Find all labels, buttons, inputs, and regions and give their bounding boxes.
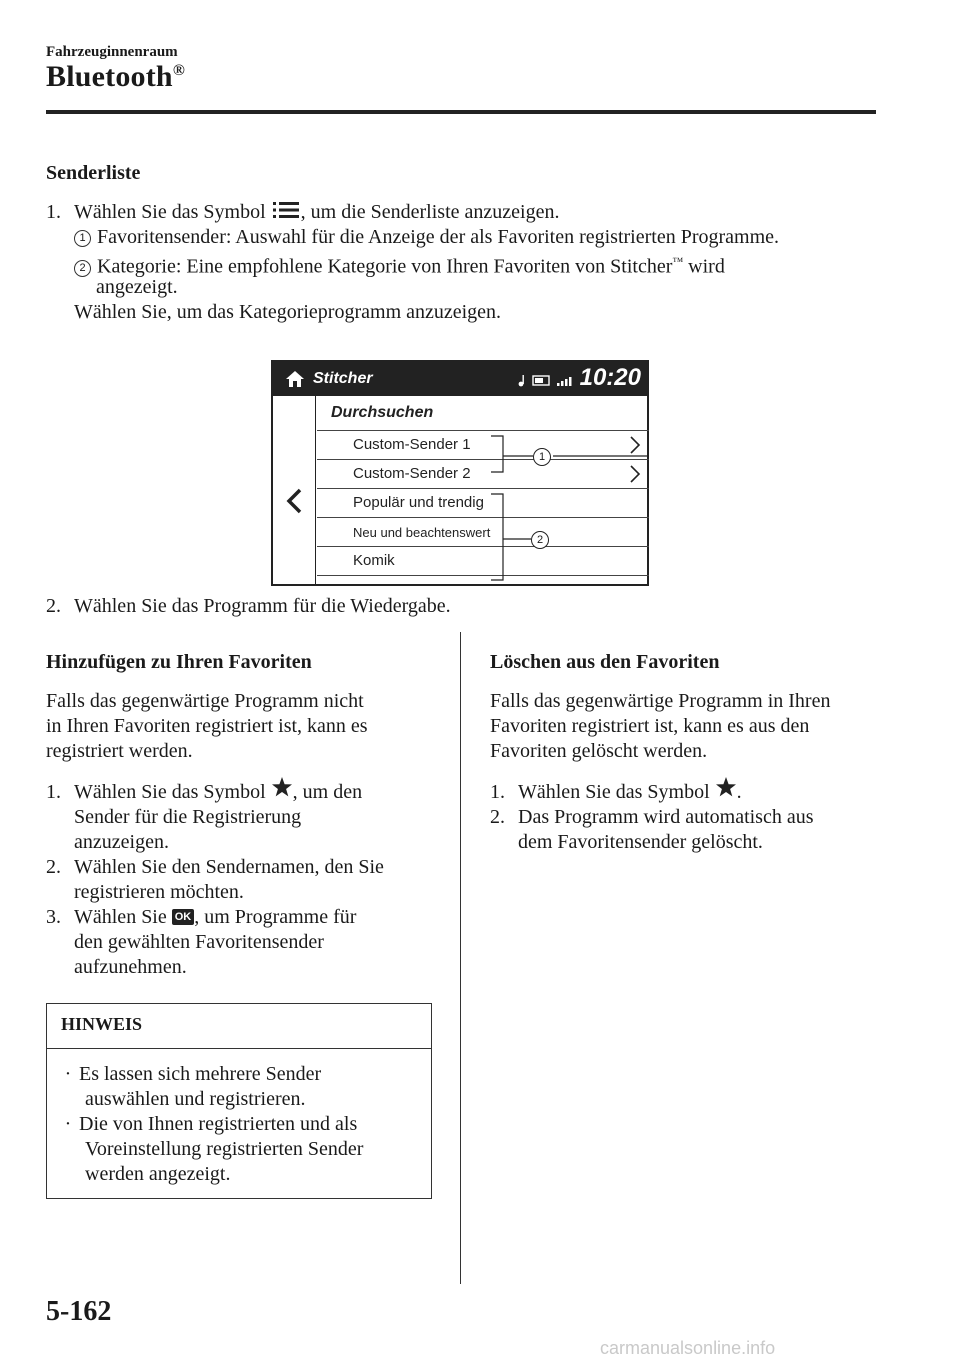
page-title — [46, 60, 185, 94]
loeschen-intro — [490, 689, 830, 764]
hinweis-bullets — [57, 1062, 363, 1187]
screen-app-name: Stitcher — [313, 370, 373, 387]
page-title-text: Bluetooth — [46, 60, 173, 93]
step-text: registrieren möchten. — [74, 881, 244, 903]
bullet-text: werden angezeigt. — [85, 1163, 231, 1185]
list-icon — [271, 200, 301, 220]
hinzufuegen-steps — [46, 776, 384, 980]
step-text: , um Programme für — [194, 906, 357, 928]
bullet-text: Es lassen sich mehrere Sender — [79, 1063, 322, 1085]
step-number: 2. — [490, 806, 505, 828]
step-text: Wählen Sie das Symbol — [74, 201, 266, 223]
step-number: 1. — [490, 781, 505, 803]
row-label: Custom-Sender 1 — [353, 436, 471, 453]
bullet-text: Die von Ihnen registrierten und als — [79, 1113, 358, 1135]
bullet-text: auswählen und registrieren. — [85, 1088, 306, 1110]
senderliste-item-1 — [74, 225, 779, 250]
step-text: Wählen Sie das Symbol — [518, 781, 710, 803]
step-text: Das Programm wird automatisch aus — [518, 806, 814, 828]
senderliste-step-2 — [46, 594, 451, 619]
text-line: Falls das gegenwärtige Programm in Ihren — [490, 690, 831, 712]
callout-marker: 1 — [74, 230, 91, 247]
screen-heading: Durchsuchen — [331, 404, 434, 421]
page-number: 5-162 — [46, 1296, 112, 1327]
title-rule — [46, 110, 876, 114]
step-text: Sender für die Registrierung — [74, 806, 302, 828]
step-number: 3. — [46, 906, 61, 928]
loeschen-heading: Löschen aus den Favoriten — [490, 651, 720, 673]
star-icon — [271, 776, 293, 798]
senderliste-step-1 — [46, 200, 559, 225]
stitcher-screen — [271, 360, 649, 586]
senderliste-item-2-cont: angezeigt. — [96, 276, 178, 298]
hinweis-box — [46, 1003, 432, 1199]
watermark: carmanualsonline.info — [600, 1338, 776, 1358]
star-icon — [715, 776, 737, 798]
senderliste-item-2-note: Wählen Sie, um das Kategorieprogramm anzuzeigen. — [74, 301, 502, 323]
text-line: in Ihren Favoriten registriert ist, kann es — [46, 715, 368, 737]
row-label: Populär und trendig — [353, 494, 484, 511]
step-number: 1. — [46, 781, 61, 803]
step-text: Wählen Sie das Symbol — [74, 781, 266, 803]
step-text: . — [736, 781, 742, 803]
callout-1: 1 — [533, 448, 551, 466]
item-text: wird — [683, 255, 725, 278]
step-number: 2. — [46, 856, 61, 878]
row-label: Komik — [353, 552, 395, 569]
step-number: 1. — [46, 201, 61, 223]
bullet: · — [64, 1113, 72, 1135]
text-line: registriert werden. — [46, 740, 193, 762]
callout-marker: 2 — [74, 260, 91, 277]
column-divider — [460, 632, 461, 1284]
row-label: Neu und beachtenswert — [353, 525, 491, 540]
row-label: Custom-Sender 2 — [353, 465, 471, 482]
callout-lines — [273, 362, 651, 588]
step-text: Wählen Sie das Programm für die Wiedergabe. — [74, 595, 451, 617]
step-text: aufzunehmen. — [74, 956, 187, 978]
item-text: Kategorie: Eine empfohlene Kategorie von Ihren Favoriten von Stitcher — [97, 255, 673, 278]
loeschen-steps — [490, 776, 814, 855]
step-text: den gewählten Favoritensender — [74, 931, 324, 953]
bullet: · — [64, 1063, 72, 1085]
text-line: Favoriten gelöscht werden. — [490, 740, 708, 762]
step-text: , um die Senderliste anzuzeigen. — [300, 201, 560, 223]
ok-icon: OK — [172, 909, 195, 925]
step-text: dem Favoritensender gelöscht. — [518, 831, 763, 853]
bullet-text: Voreinstellung registrierten Sender — [85, 1138, 364, 1160]
step-text: anzuzeigen. — [74, 831, 169, 853]
item-text: Favoritensender: Auswahl für die Anzeige der als Favoriten registrierten Programme. — [97, 226, 780, 248]
section-label: Fahrzeuginnenraum — [46, 44, 178, 60]
step-text: Wählen Sie — [74, 906, 167, 928]
callout-2: 2 — [531, 531, 549, 549]
screen-clock: 10:20 — [579, 364, 641, 391]
step-text: Wählen Sie den Sendernamen, den Sie — [74, 856, 384, 878]
hinweis-title: HINWEIS — [61, 1014, 143, 1034]
step-text: , um den — [292, 781, 363, 803]
trademark: ™ — [672, 256, 684, 268]
text-line: Falls das gegenwärtige Programm nicht — [46, 690, 364, 712]
step-number: 2. — [46, 595, 61, 617]
hinzufuegen-intro — [46, 689, 368, 764]
hinweis-header — [47, 1004, 431, 1049]
text-line: Favoriten registriert ist, kann es aus den — [490, 715, 810, 737]
hinzufuegen-heading: Hinzufügen zu Ihren Favoriten — [46, 651, 312, 673]
registered-mark: ® — [172, 62, 185, 79]
senderliste-heading: Senderliste — [46, 162, 141, 184]
